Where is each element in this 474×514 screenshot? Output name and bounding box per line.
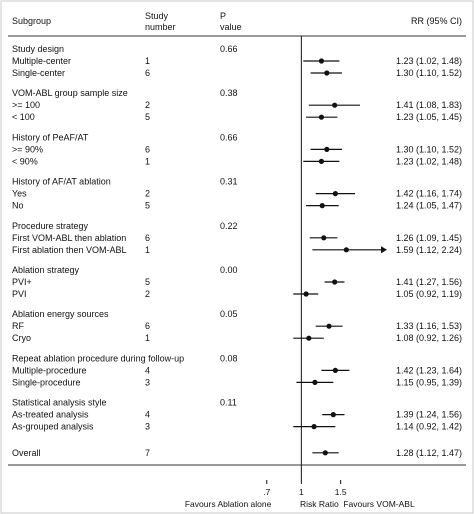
row-label: First ablation then VOM-ABL bbox=[12, 244, 127, 255]
row-label: PVI+ bbox=[12, 277, 32, 287]
row-rr-text: 1.23 (1.05, 1.45) bbox=[395, 112, 462, 123]
row-study-count: 4 bbox=[145, 365, 151, 376]
favours-right-label: Favours VOM-ABL bbox=[343, 499, 415, 509]
point-estimate bbox=[312, 380, 317, 385]
row-label: Cryo bbox=[12, 333, 32, 344]
row-study-count: 5 bbox=[145, 112, 151, 123]
row-rr-text: 1.42 (1.23, 1.64) bbox=[395, 365, 462, 376]
row-rr-text: 1.30 (1.10, 1.52) bbox=[395, 68, 462, 78]
group-title: VOM-ABL group sample size bbox=[12, 88, 128, 99]
row-label: < 90% bbox=[12, 156, 38, 167]
row-rr-text: 1.26 (1.09, 1.45) bbox=[395, 232, 462, 243]
row-label: No bbox=[12, 200, 24, 211]
row-label: < 100 bbox=[12, 112, 35, 123]
row-study-count: 5 bbox=[145, 277, 151, 287]
overall-label: Overall bbox=[12, 447, 41, 458]
point-estimate bbox=[323, 450, 328, 455]
row-rr-text: 1.30 (1.10, 1.52) bbox=[395, 144, 462, 155]
point-estimate bbox=[326, 324, 331, 329]
row-study-count: 3 bbox=[145, 377, 151, 388]
point-estimate bbox=[333, 191, 338, 196]
row-rr-text: 1.23 (1.02, 1.48) bbox=[395, 156, 462, 167]
row-study-count: 6 bbox=[145, 144, 151, 155]
group-p-value: 0.31 bbox=[220, 176, 238, 187]
point-estimate bbox=[303, 291, 308, 296]
group-title: History of AF/AT ablation bbox=[12, 176, 111, 187]
row-study-count: 6 bbox=[145, 321, 151, 332]
point-estimate bbox=[324, 147, 329, 152]
row-label: As-treated analysis bbox=[12, 409, 89, 420]
row-study-count: 2 bbox=[145, 188, 151, 199]
row-study-count: 6 bbox=[145, 232, 151, 243]
point-estimate bbox=[331, 412, 336, 417]
row-rr-text: 1.08 (0.92, 1.26) bbox=[395, 333, 462, 344]
row-label: PVI bbox=[12, 289, 27, 299]
row-rr-text: 1.05 (0.92, 1.19) bbox=[395, 289, 462, 299]
point-estimate bbox=[320, 203, 325, 208]
header-p-line1: P bbox=[220, 11, 227, 21]
group-title: Ablation energy sources bbox=[12, 309, 109, 320]
row-rr-text: 1.15 (0.95, 1.39) bbox=[395, 377, 462, 388]
group-p-value: 0.38 bbox=[220, 88, 238, 99]
row-label: RF bbox=[12, 321, 24, 332]
group-p-value: 0.08 bbox=[220, 353, 238, 364]
favours-left-label: Favours Ablation alone bbox=[184, 499, 272, 509]
point-estimate bbox=[324, 70, 329, 75]
row-label: Multiple-center bbox=[12, 56, 72, 66]
row-study-count: 3 bbox=[145, 421, 151, 432]
row-rr-text: 1.59 (1.12, 2.24) bbox=[395, 244, 462, 255]
header-study-line2: number bbox=[145, 22, 176, 32]
x-axis-label: Risk Ratio bbox=[299, 499, 339, 509]
group-p-value: 0.22 bbox=[220, 220, 238, 231]
row-rr-text: 1.33 (1.16, 1.53) bbox=[395, 321, 462, 332]
row-rr-text: 1.24 (1.05, 1.47) bbox=[395, 200, 462, 211]
overall-study-count: 7 bbox=[145, 447, 151, 458]
header-p-line2: value bbox=[220, 22, 242, 32]
header-rr: RR (95% CI) bbox=[410, 16, 462, 26]
header-study-line1: Study bbox=[145, 11, 169, 21]
overall-rr-text: 1.28 (1.12, 1.47) bbox=[395, 447, 462, 458]
row-label: Single-center bbox=[12, 68, 66, 78]
row-label: As-grouped analysis bbox=[12, 421, 94, 432]
row-rr-text: 1.39 (1.24, 1.56) bbox=[395, 409, 462, 420]
row-label: >= 90% bbox=[12, 144, 44, 155]
point-estimate bbox=[319, 58, 324, 63]
point-estimate bbox=[311, 424, 316, 429]
group-p-value: 0.66 bbox=[220, 44, 238, 54]
group-p-value: 0.00 bbox=[220, 265, 238, 275]
group-title: Statistical analysis style bbox=[12, 397, 107, 408]
tick-label: .7 bbox=[263, 487, 271, 497]
group-p-value: 0.11 bbox=[220, 397, 237, 408]
group-title: History of PeAF/AT bbox=[12, 132, 89, 143]
group-p-value: 0.66 bbox=[220, 132, 238, 143]
group-p-value: 0.05 bbox=[220, 309, 238, 320]
group-title: Ablation strategy bbox=[12, 265, 80, 275]
group-title: Repeat ablation procedure during follow-up bbox=[12, 353, 185, 364]
tick-label: 1.5 bbox=[334, 487, 347, 497]
row-rr-text: 1.23 (1.02, 1.48) bbox=[395, 56, 462, 66]
row-study-count: 2 bbox=[145, 289, 151, 299]
row-rr-text: 1.42 (1.16, 1.74) bbox=[395, 188, 462, 199]
row-study-count: 1 bbox=[145, 56, 151, 66]
group-title: Procedure strategy bbox=[12, 220, 89, 231]
tick-label: 1 bbox=[298, 487, 304, 497]
point-estimate bbox=[332, 279, 337, 284]
row-rr-text: 1.14 (0.92, 1.42) bbox=[395, 421, 462, 432]
row-study-count: 5 bbox=[145, 200, 151, 211]
group-title: Study design bbox=[12, 44, 65, 54]
row-study-count: 4 bbox=[145, 409, 151, 420]
point-estimate bbox=[306, 336, 311, 341]
point-estimate bbox=[332, 103, 337, 108]
row-label: Multiple-procedure bbox=[12, 365, 87, 376]
header-subgroup: Subgroup bbox=[12, 16, 52, 26]
point-estimate bbox=[319, 115, 324, 120]
row-label: >= 100 bbox=[12, 100, 41, 111]
row-label: Yes bbox=[12, 188, 27, 199]
row-rr-text: 1.41 (1.08, 1.83) bbox=[395, 100, 462, 111]
row-study-count: 1 bbox=[145, 156, 151, 167]
row-study-count: 1 bbox=[145, 244, 151, 255]
row-rr-text: 1.41 (1.27, 1.56) bbox=[395, 277, 462, 287]
point-estimate bbox=[333, 368, 338, 373]
point-estimate bbox=[319, 159, 324, 164]
row-label: Single-procedure bbox=[12, 377, 81, 388]
point-estimate bbox=[344, 247, 349, 252]
row-label: First VOM-ABL then ablation bbox=[12, 232, 127, 243]
point-estimate bbox=[321, 235, 326, 240]
row-study-count: 2 bbox=[145, 100, 151, 111]
row-study-count: 1 bbox=[145, 333, 151, 344]
row-study-count: 6 bbox=[145, 68, 151, 78]
